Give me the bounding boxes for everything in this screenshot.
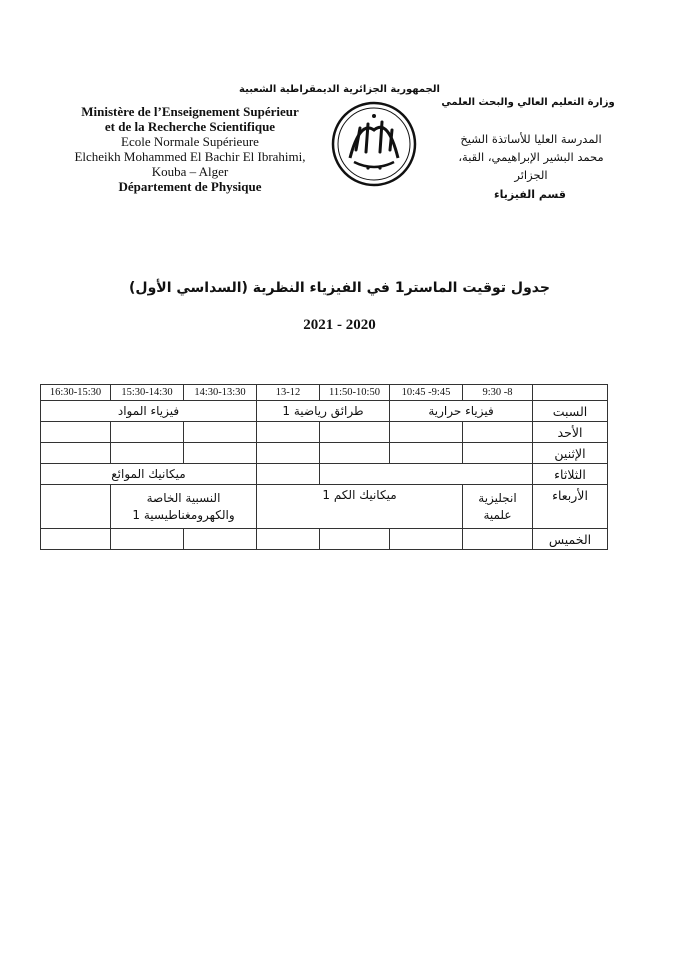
- empty-cell: [257, 443, 320, 464]
- empty-cell: [257, 464, 320, 485]
- fr-ministry-line1: Ministère de l’Enseignement Supérieur: [81, 104, 299, 119]
- fr-department: Département de Physique: [118, 179, 262, 194]
- row-monday: [41, 443, 608, 464]
- fr-school-line2: Elcheikh Mohammed El Bachir El Ibrahimi,: [74, 149, 306, 164]
- fr-ministry-line2: et de la Recherche Scientifique: [104, 119, 276, 134]
- relativity-line2: والكهرومغناطيسية 1: [132, 507, 235, 522]
- empty-cell: [390, 422, 463, 443]
- empty-cell: [320, 529, 390, 550]
- empty-cell: [111, 443, 184, 464]
- empty-cell: [320, 422, 390, 443]
- row-wednesday: [41, 485, 608, 529]
- day-monday: الإثنين: [533, 443, 608, 464]
- french-header: [60, 104, 320, 194]
- day-thursday: الخميس: [533, 529, 608, 550]
- empty-cell: [184, 529, 257, 550]
- time-slot: 15:30-14:30: [111, 385, 184, 401]
- corner-cell: [533, 385, 608, 401]
- course-scientific-english: [463, 485, 533, 529]
- time-slot: 11:50-10:50: [320, 385, 390, 401]
- row-thursday: [41, 529, 608, 550]
- course-quantum-mechanics: ميكانيك الكم 1: [257, 485, 463, 529]
- day-wednesday: الأربعاء: [533, 485, 608, 529]
- empty-cell: [257, 422, 320, 443]
- day-tuesday: الثلاثاء: [533, 464, 608, 485]
- empty-cell: [390, 443, 463, 464]
- empty-cell: [111, 422, 184, 443]
- day-saturday: السبت: [533, 401, 608, 422]
- academic-year: 2021 - 2020: [303, 317, 376, 333]
- empty-cell: [390, 529, 463, 550]
- fr-school-line3: Kouba – Alger: [151, 164, 229, 179]
- time-slot: 13-12: [257, 385, 320, 401]
- relativity-line1: النسبية الخاصة: [146, 490, 221, 505]
- time-slot: 16:30-15:30: [41, 385, 111, 401]
- empty-cell: [320, 464, 533, 485]
- row-saturday: [41, 401, 608, 422]
- time-slot: 10:45 -9:45: [390, 385, 463, 401]
- day-sunday: الأحد: [533, 422, 608, 443]
- empty-cell: [463, 443, 533, 464]
- empty-cell: [320, 443, 390, 464]
- empty-cell: [184, 422, 257, 443]
- empty-cell: [257, 529, 320, 550]
- row-tuesday: [41, 464, 608, 485]
- timetable: [40, 384, 608, 550]
- english-line1: انجليزية: [478, 490, 517, 505]
- course-math-methods: طرائق رياضية 1: [257, 401, 390, 422]
- english-line2: علمية: [483, 507, 512, 522]
- ar-school-line2: محمد البشير الإبراهيمي، القبة،: [458, 150, 604, 164]
- ar-department: قسم الفيزياء: [494, 188, 566, 201]
- time-slot: 14:30-13:30: [184, 385, 257, 401]
- time-slot: 9:30 -8: [463, 385, 533, 401]
- ar-school: [420, 130, 642, 184]
- ar-ministry: وزارة التعليم العالي والبحث العلمي: [441, 97, 615, 108]
- course-fluid-mechanics: ميكانيك الموائع: [41, 464, 257, 485]
- course-thermal-physics: فيزياء حرارية: [390, 401, 533, 422]
- time-header-row: [41, 385, 608, 401]
- ar-school-line3: الجزائر: [514, 168, 548, 182]
- empty-cell: [184, 443, 257, 464]
- empty-cell: [41, 422, 111, 443]
- empty-cell: [463, 529, 533, 550]
- empty-cell: [41, 443, 111, 464]
- empty-cell: [111, 529, 184, 550]
- republic-name: الجمهورية الجزائرية الديمقراطية الشعبية: [239, 84, 440, 95]
- timetable-title: جدول توقيت الماستر1 في الفيزياء النظرية (السداسي الأول): [129, 280, 550, 296]
- school-seal-logo: [330, 100, 418, 188]
- empty-cell: [41, 485, 111, 529]
- course-materials-physics: فيزياء المواد: [41, 401, 257, 422]
- ar-school-line1: المدرسة العليا للأساتذة الشيخ: [460, 132, 602, 146]
- empty-cell: [463, 422, 533, 443]
- fr-school-line1: Ecole Normale Supérieure: [121, 134, 259, 149]
- row-sunday: [41, 422, 608, 443]
- empty-cell: [41, 529, 111, 550]
- course-relativity-em: [111, 485, 257, 529]
